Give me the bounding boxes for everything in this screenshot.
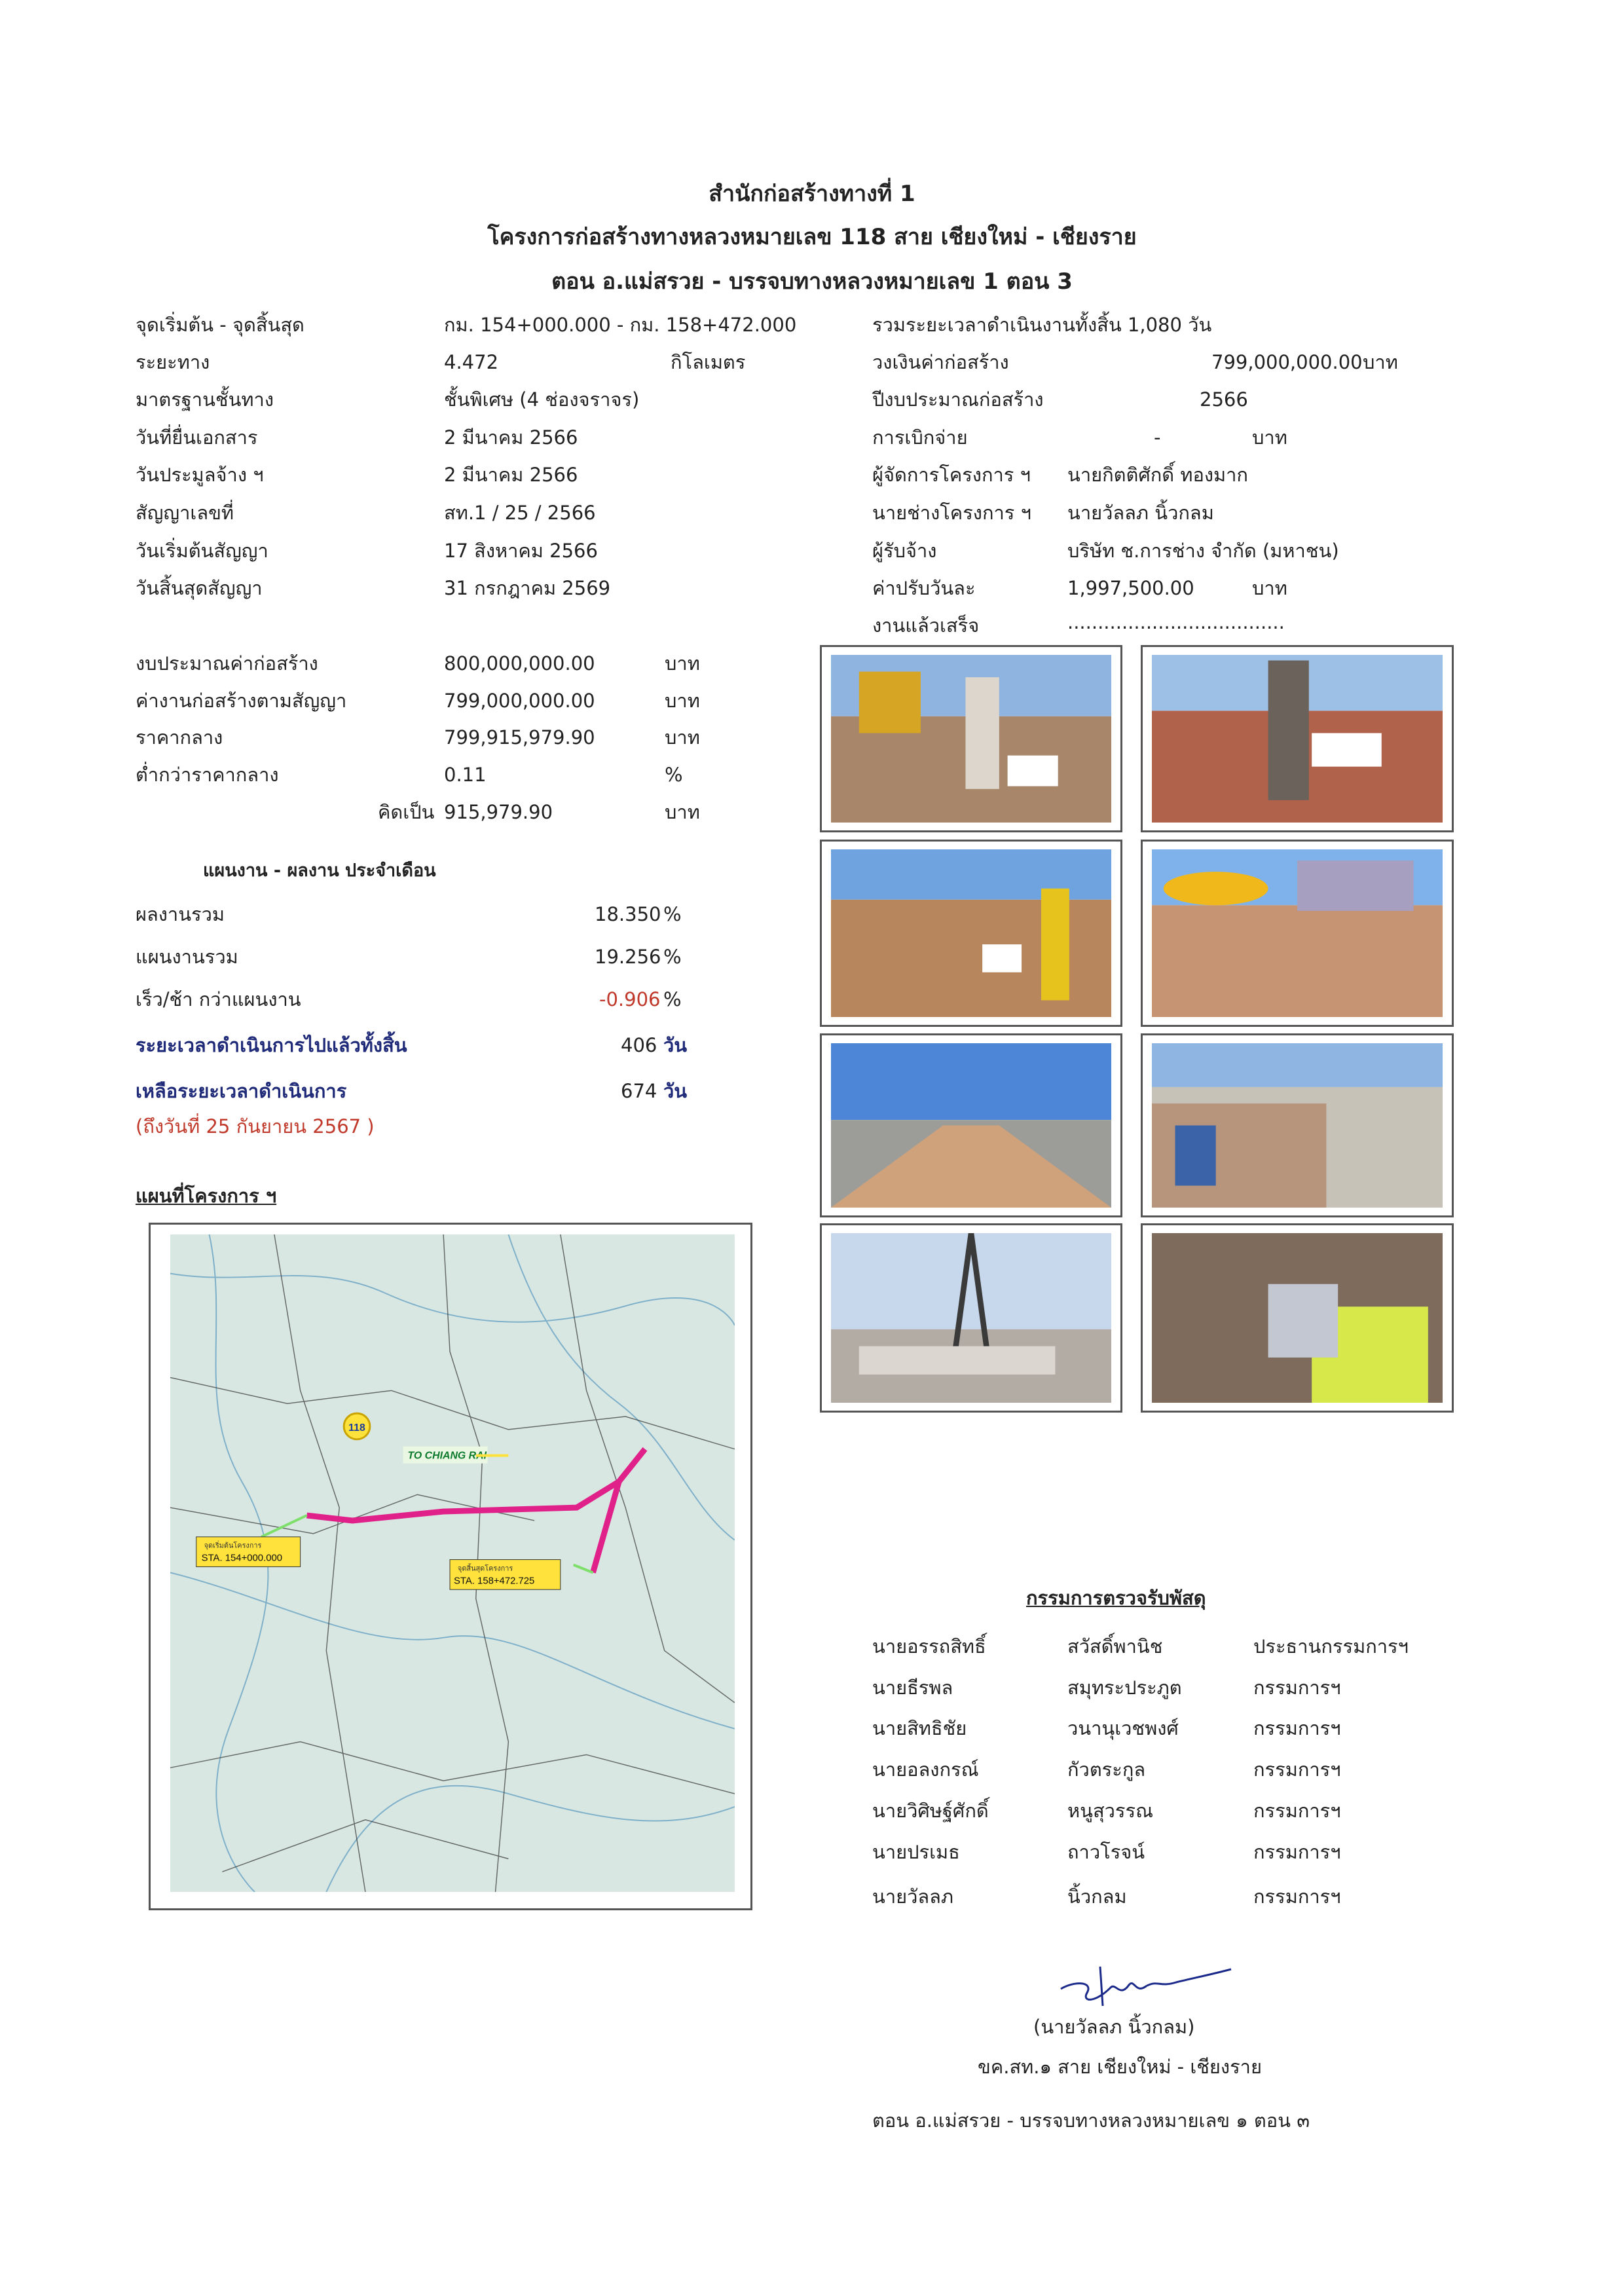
info-value: .................................... [1067, 611, 1285, 633]
site-photo [820, 1033, 1122, 1217]
site-photo [820, 840, 1122, 1027]
map-title: แผนที่โครงการ ฯ [136, 1185, 277, 1207]
info-value: 1,997,500.00 [1067, 577, 1194, 599]
progress-value: 19.256 [595, 946, 661, 968]
progress-as-of: (ถึงวันที่ 25 กันยายน 2567 ) [136, 1115, 375, 1138]
site-photo [1141, 1033, 1454, 1217]
info-value: 2566 [1200, 388, 1248, 411]
member-role: กรรมการฯ [1253, 1800, 1341, 1822]
budget-value: 800,000,000.00 [444, 652, 595, 675]
start-station: STA. 154+000.000 [201, 1553, 283, 1564]
member-role: กรรมการฯ [1253, 1676, 1341, 1699]
info-label: มาตรฐานชั้นทาง [136, 388, 274, 411]
progress-label: แผนงานรวม [136, 946, 238, 968]
info-label: ระยะทาง [136, 351, 210, 373]
site-photo [1141, 840, 1454, 1027]
end-station: STA. 158+472.725 [453, 1576, 535, 1587]
member-last: กัวตระกูล [1067, 1758, 1146, 1781]
member-last: ถาวโรจน์ [1067, 1841, 1145, 1863]
member-role: กรรมการฯ [1253, 1717, 1341, 1739]
handwritten-signature [1048, 1955, 1238, 2014]
progress-unit: % [663, 988, 682, 1010]
info-value: 17 สิงหาคม 2566 [444, 540, 598, 562]
office-title: สำนักก่อสร้างทางที่ 1 [709, 181, 915, 207]
member-first: นายสิทธิชัย [872, 1717, 967, 1739]
info-label: การเบิกจ่าย [872, 426, 968, 449]
end-caption: จุดสิ้นสุดโครงการ [457, 1565, 513, 1573]
member-role: กรรมการฯ [1253, 1841, 1341, 1863]
member-first: นายวิศิษฐ์ศักดิ์ [872, 1800, 989, 1822]
member-first: นายปรเมธ [872, 1841, 960, 1863]
budget-label: ราคากลาง [136, 726, 223, 749]
info-value: สท.1 / 25 / 2566 [444, 502, 596, 524]
info-value: 799,000,000.00 [1211, 351, 1363, 373]
progress-value: 674 [621, 1080, 657, 1102]
progress-value-diff: -0.906 [599, 988, 661, 1010]
info-label: สัญญาเลขที่ [136, 502, 234, 524]
progress-value: 18.350 [595, 903, 661, 925]
info-value: บริษัท ช.การช่าง จำกัด (มหาชน) [1067, 540, 1339, 562]
progress-label: ผลงานรวม [136, 903, 225, 925]
site-photo [1141, 645, 1454, 832]
budget-unit: % [665, 764, 683, 786]
member-last: หนูสุวรรณ [1067, 1800, 1153, 1822]
member-last: วนานุเวชพงศ์ [1067, 1717, 1179, 1739]
budget-unit: บาท [665, 801, 700, 823]
info-label: นายช่างโครงการ ฯ [872, 502, 1031, 524]
info-unit: กิโลเมตร [671, 351, 746, 373]
site-photo [1141, 1223, 1454, 1413]
route-label: TO CHIANG RAI [407, 1450, 487, 1462]
signature-name: (นายวัลลภ นิ้วกลม) [1033, 2016, 1195, 2038]
member-role: ประธานกรรมการฯ [1253, 1635, 1409, 1657]
progress-unit: วัน [663, 1080, 688, 1102]
budget-value: 915,979.90 [444, 801, 553, 823]
committee-title: กรรมการตรวจรับพัสดุ [1026, 1587, 1206, 1609]
info-value: นายวัลลภ นิ้วกลม [1067, 502, 1214, 524]
info-label: วันที่ยื่นเอกสาร [136, 426, 258, 449]
info-label: วงเงินค่าก่อสร้าง [872, 351, 1009, 373]
member-role: กรรมการฯ [1253, 1758, 1341, 1781]
route-shield: 118 [348, 1422, 365, 1434]
member-first: นายวัลลภ [872, 1885, 954, 1908]
info-unit: บาท [1252, 426, 1287, 449]
budget-label: ต่ำกว่าราคากลาง [136, 764, 279, 786]
project-section: ตอน อ.แม่สรวย - บรรจบทางหลวงหมายเลข 1 ตอน 3 [551, 268, 1073, 295]
info-label: วันสิ้นสุดสัญญา [136, 577, 263, 599]
info-label: ค่าปรับวันละ [872, 577, 976, 599]
progress-label-remaining: เหลือระยะเวลาดำเนินการ [136, 1080, 347, 1102]
info-value: 4.472 [444, 351, 499, 373]
budget-unit: บาท [665, 690, 700, 712]
info-value: 31 กรกฎาคม 2569 [444, 577, 611, 599]
project-map [149, 1223, 752, 1910]
site-photo [820, 1223, 1122, 1413]
info-value: กม. 154+000.000 - กม. 158+472.000 [444, 314, 797, 336]
signature-position: ขค.สท.๑ สาย เชียงใหม่ - เชียงราย [978, 2056, 1262, 2078]
member-role: กรรมการฯ [1253, 1885, 1341, 1908]
info-value: - [1154, 426, 1161, 449]
budget-value: 0.11 [444, 764, 487, 786]
member-last: สวัสดิ์พานิช [1067, 1635, 1163, 1657]
progress-value: 406 [621, 1034, 657, 1056]
member-first: นายอรรถสิทธิ์ [872, 1635, 986, 1657]
info-label: จุดเริ่มต้น - จุดสิ้นสุด [136, 314, 304, 336]
info-value: 2 มีนาคม 2566 [444, 426, 578, 449]
info-label: ผู้รับจ้าง [872, 540, 937, 562]
project-title: โครงการก่อสร้างทางหลวงหมายเลข 118 สาย เชียงใหม่ - เชียงราย [487, 224, 1137, 250]
start-caption: จุดเริ่มต้นโครงการ [204, 1542, 262, 1550]
budget-value: 799,915,979.90 [444, 726, 595, 749]
budget-unit: บาท [665, 652, 700, 675]
budget-label: งบประมาณค่าก่อสร้าง [136, 652, 318, 675]
info-label: งานแล้วเสร็จ [872, 614, 980, 637]
progress-label-elapsed: ระยะเวลาดำเนินการไปแล้วทั้งสิ้น [136, 1034, 407, 1056]
info-value: 2 มีนาคม 2566 [444, 464, 578, 486]
progress-unit: % [663, 946, 682, 968]
member-last: นิ้วกลม [1067, 1885, 1127, 1908]
member-first: นายอลงกรณ์ [872, 1758, 979, 1781]
signature-section: ตอน อ.แม่สรวย - บรรจบทางหลวงหมายเลข ๑ ตอน ๓ [872, 2109, 1310, 2132]
budget-label: ค่างานก่อสร้างตามสัญญา [136, 690, 347, 712]
budget-value: 799,000,000.00 [444, 690, 595, 712]
info-value: ชั้นพิเศษ (4 ช่องจราจร) [444, 388, 640, 411]
budget-label: คิดเป็น [378, 801, 435, 823]
progress-label: เร็ว/ช้า กว่าแผนงาน [136, 988, 301, 1010]
info-unit: บาท [1363, 351, 1398, 373]
site-photo [820, 645, 1122, 832]
progress-unit: วัน [663, 1034, 688, 1056]
info-value: นายกิตติศักดิ์ ทองมาก [1067, 464, 1248, 486]
total-duration: รวมระยะเวลาดำเนินงานทั้งสิ้น 1,080 วัน [872, 314, 1212, 336]
info-label: ผู้จัดการโครงการ ฯ [872, 464, 1031, 486]
budget-unit: บาท [665, 726, 700, 749]
map-graphic [170, 1234, 735, 1892]
member-first: นายธีรพล [872, 1676, 953, 1699]
progress-title: แผนงาน - ผลงาน ประจำเดือน [203, 861, 436, 881]
info-label: วันเริ่มต้นสัญญา [136, 540, 268, 562]
info-unit: บาท [1252, 577, 1287, 599]
member-last: สมุทระประภูต [1067, 1676, 1182, 1699]
progress-unit: % [663, 903, 682, 925]
info-label: วันประมูลจ้าง ฯ [136, 464, 264, 486]
info-label: ปีงบประมาณก่อสร้าง [872, 388, 1044, 411]
